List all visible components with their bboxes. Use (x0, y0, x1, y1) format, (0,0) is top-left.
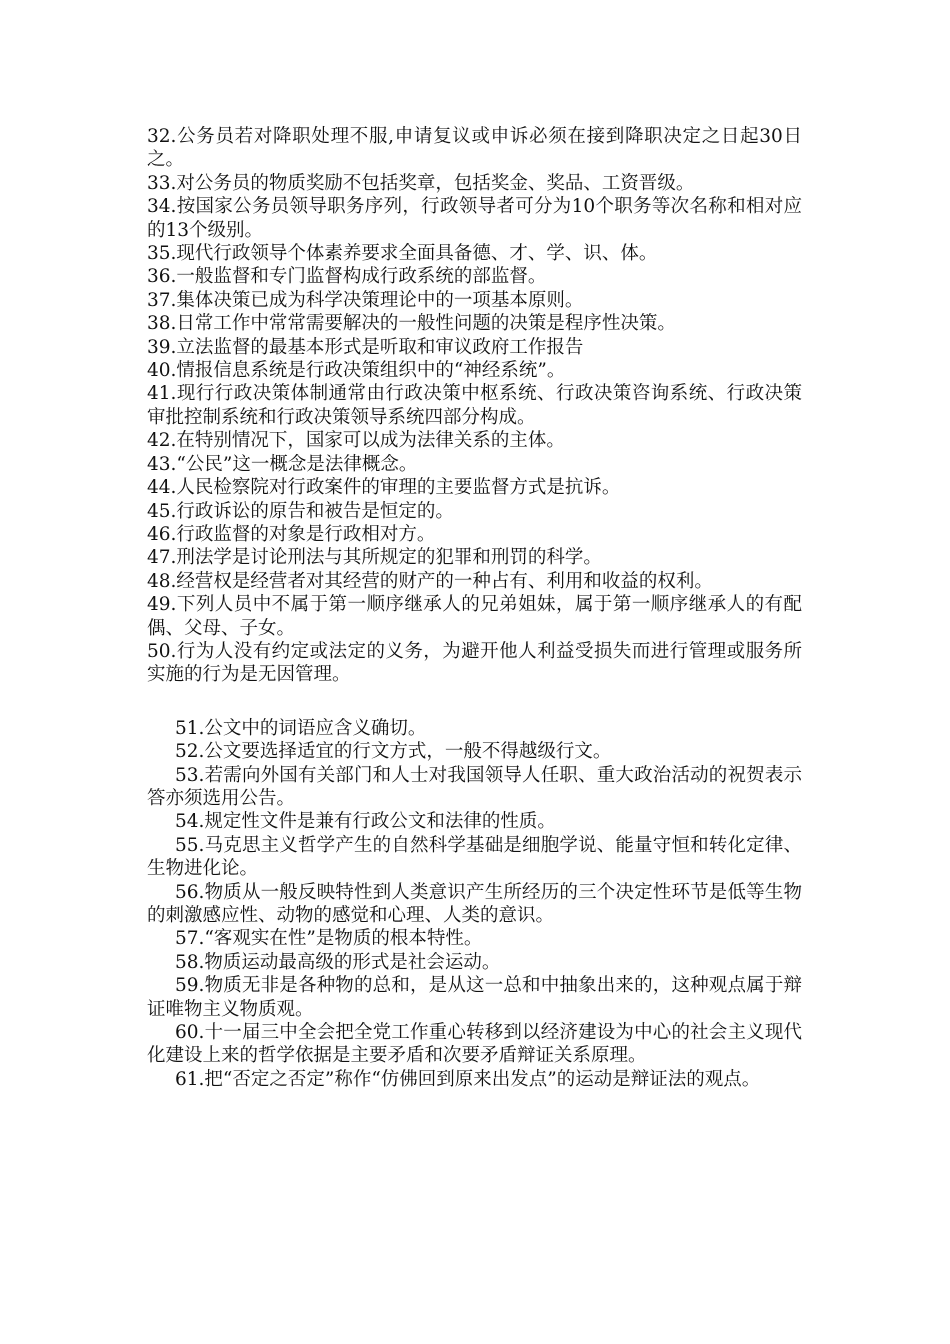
statement-list-two (147, 717, 802, 1092)
document-page (147, 125, 802, 1091)
statement-56: 56.物质从一般反映特性到人类意识产生所经历的三个决定性环节是低等生物的刺激感应性、动物的感觉和心理、人类的意识。 (147, 881, 802, 926)
statement-44: 44.人民检察院对行政案件的审理的主要监督方式是抗诉。 (147, 477, 621, 499)
statement-57: 57.“客观实在性”是物质的根本特性。 (175, 928, 483, 950)
statement-39: 39.立法监督的最基本形式是听取和审议政府工作报告 (147, 336, 584, 358)
statement-54: 54.规定性文件是兼有行政公文和法律的性质。 (175, 811, 556, 833)
statement-48: 48.经营权是经营者对其经营的财产的一种占有、利用和收益的权利。 (147, 570, 713, 592)
statement-59: 59.物质无非是各种物的总和，是从这一总和中抽象出来的，这种观点属于辩证唯物主义物质观。 (147, 975, 802, 1020)
statement-45: 45.行政诉讼的原告和被告是恒定的。 (147, 500, 454, 522)
statement-37: 37.集体决策已成为科学决策理论中的一项基本原则。 (147, 289, 584, 311)
section-divider (147, 687, 802, 717)
statement-33: 33.对公务员的物质奖励不包括奖章，包括奖金、奖品、工资晋级。 (147, 172, 695, 194)
statement-34: 34.按国家公务员领导职务序列，行政领导者可分为10个职务等次名称和相对应的13个级别。 (147, 196, 802, 241)
statement-60: 60.十一届三中全会把全党工作重心转移到以经济建设为中心的社会主义现代化建设上来的哲学依据是主要矛盾和次要矛盾辩证关系原理。 (147, 1022, 802, 1067)
statement-40: 40.情报信息系统是行政决策组织中的“神经系统”。 (147, 360, 566, 382)
statement-51: 51.公文中的词语应含义确切。 (175, 717, 427, 739)
statement-55: 55.马克思主义哲学产生的自然科学基础是细胞学说、能量守恒和转化定律、生物进化论。 (147, 834, 802, 880)
statement-46: 46.行政监督的对象是行政相对方。 (147, 523, 436, 545)
statement-52: 52.公文要选择适宜的行文方式，一般不得越级行文。 (175, 741, 612, 763)
statement-61: 61.把“否定之否定”称作“仿佛回到原来出发点”的运动是辩证法的观点。 (175, 1068, 761, 1090)
statement-36: 36.一般监督和专门监督构成行政系统的部监督。 (147, 266, 547, 288)
statement-47: 47.刑法学是讨论刑法与其所规定的犯罪和刑罚的科学。 (147, 547, 602, 569)
statement-41: 41.现行行政决策体制通常由行政决策中枢系统、行政决策咨询系统、行政决策审批控制系统和行政决策领导系统四部分构成。 (147, 383, 802, 428)
statement-49: 49.下列人员中不属于第一顺序继承人的兄弟姐妹，属于第一顺序继承人的有配偶、父母、子女。 (147, 594, 802, 639)
statement-42: 42.在特别情况下，国家可以成为法律关系的主体。 (147, 430, 565, 452)
statement-58: 58.物质运动最高级的形式是社会运动。 (175, 951, 501, 973)
statement-53: 53.若需向外国有关部门和人士对我国领导人任职、重大政治活动的祝贺表示答亦须选用公告。 (147, 764, 802, 809)
statement-50: 50.行为人没有约定或法定的义务，为避开他人利益受损失而进行管理或服务所实施的行为是无因管理。 (147, 640, 802, 686)
statement-32: 32.公务员若对降职处理不服,申请复议或申诉必须在接到降职决定之日起30日之。 (147, 126, 802, 171)
statement-43: 43.“公民”这一概念是法律概念。 (147, 453, 418, 475)
statement-38: 38.日常工作中常常需要解决的一般性问题的决策是程序性决策。 (147, 313, 676, 335)
statement-35: 35.现代行政领导个体素养要求全面具备德、才、学、识、体。 (147, 243, 658, 265)
statement-list-one (147, 125, 802, 687)
